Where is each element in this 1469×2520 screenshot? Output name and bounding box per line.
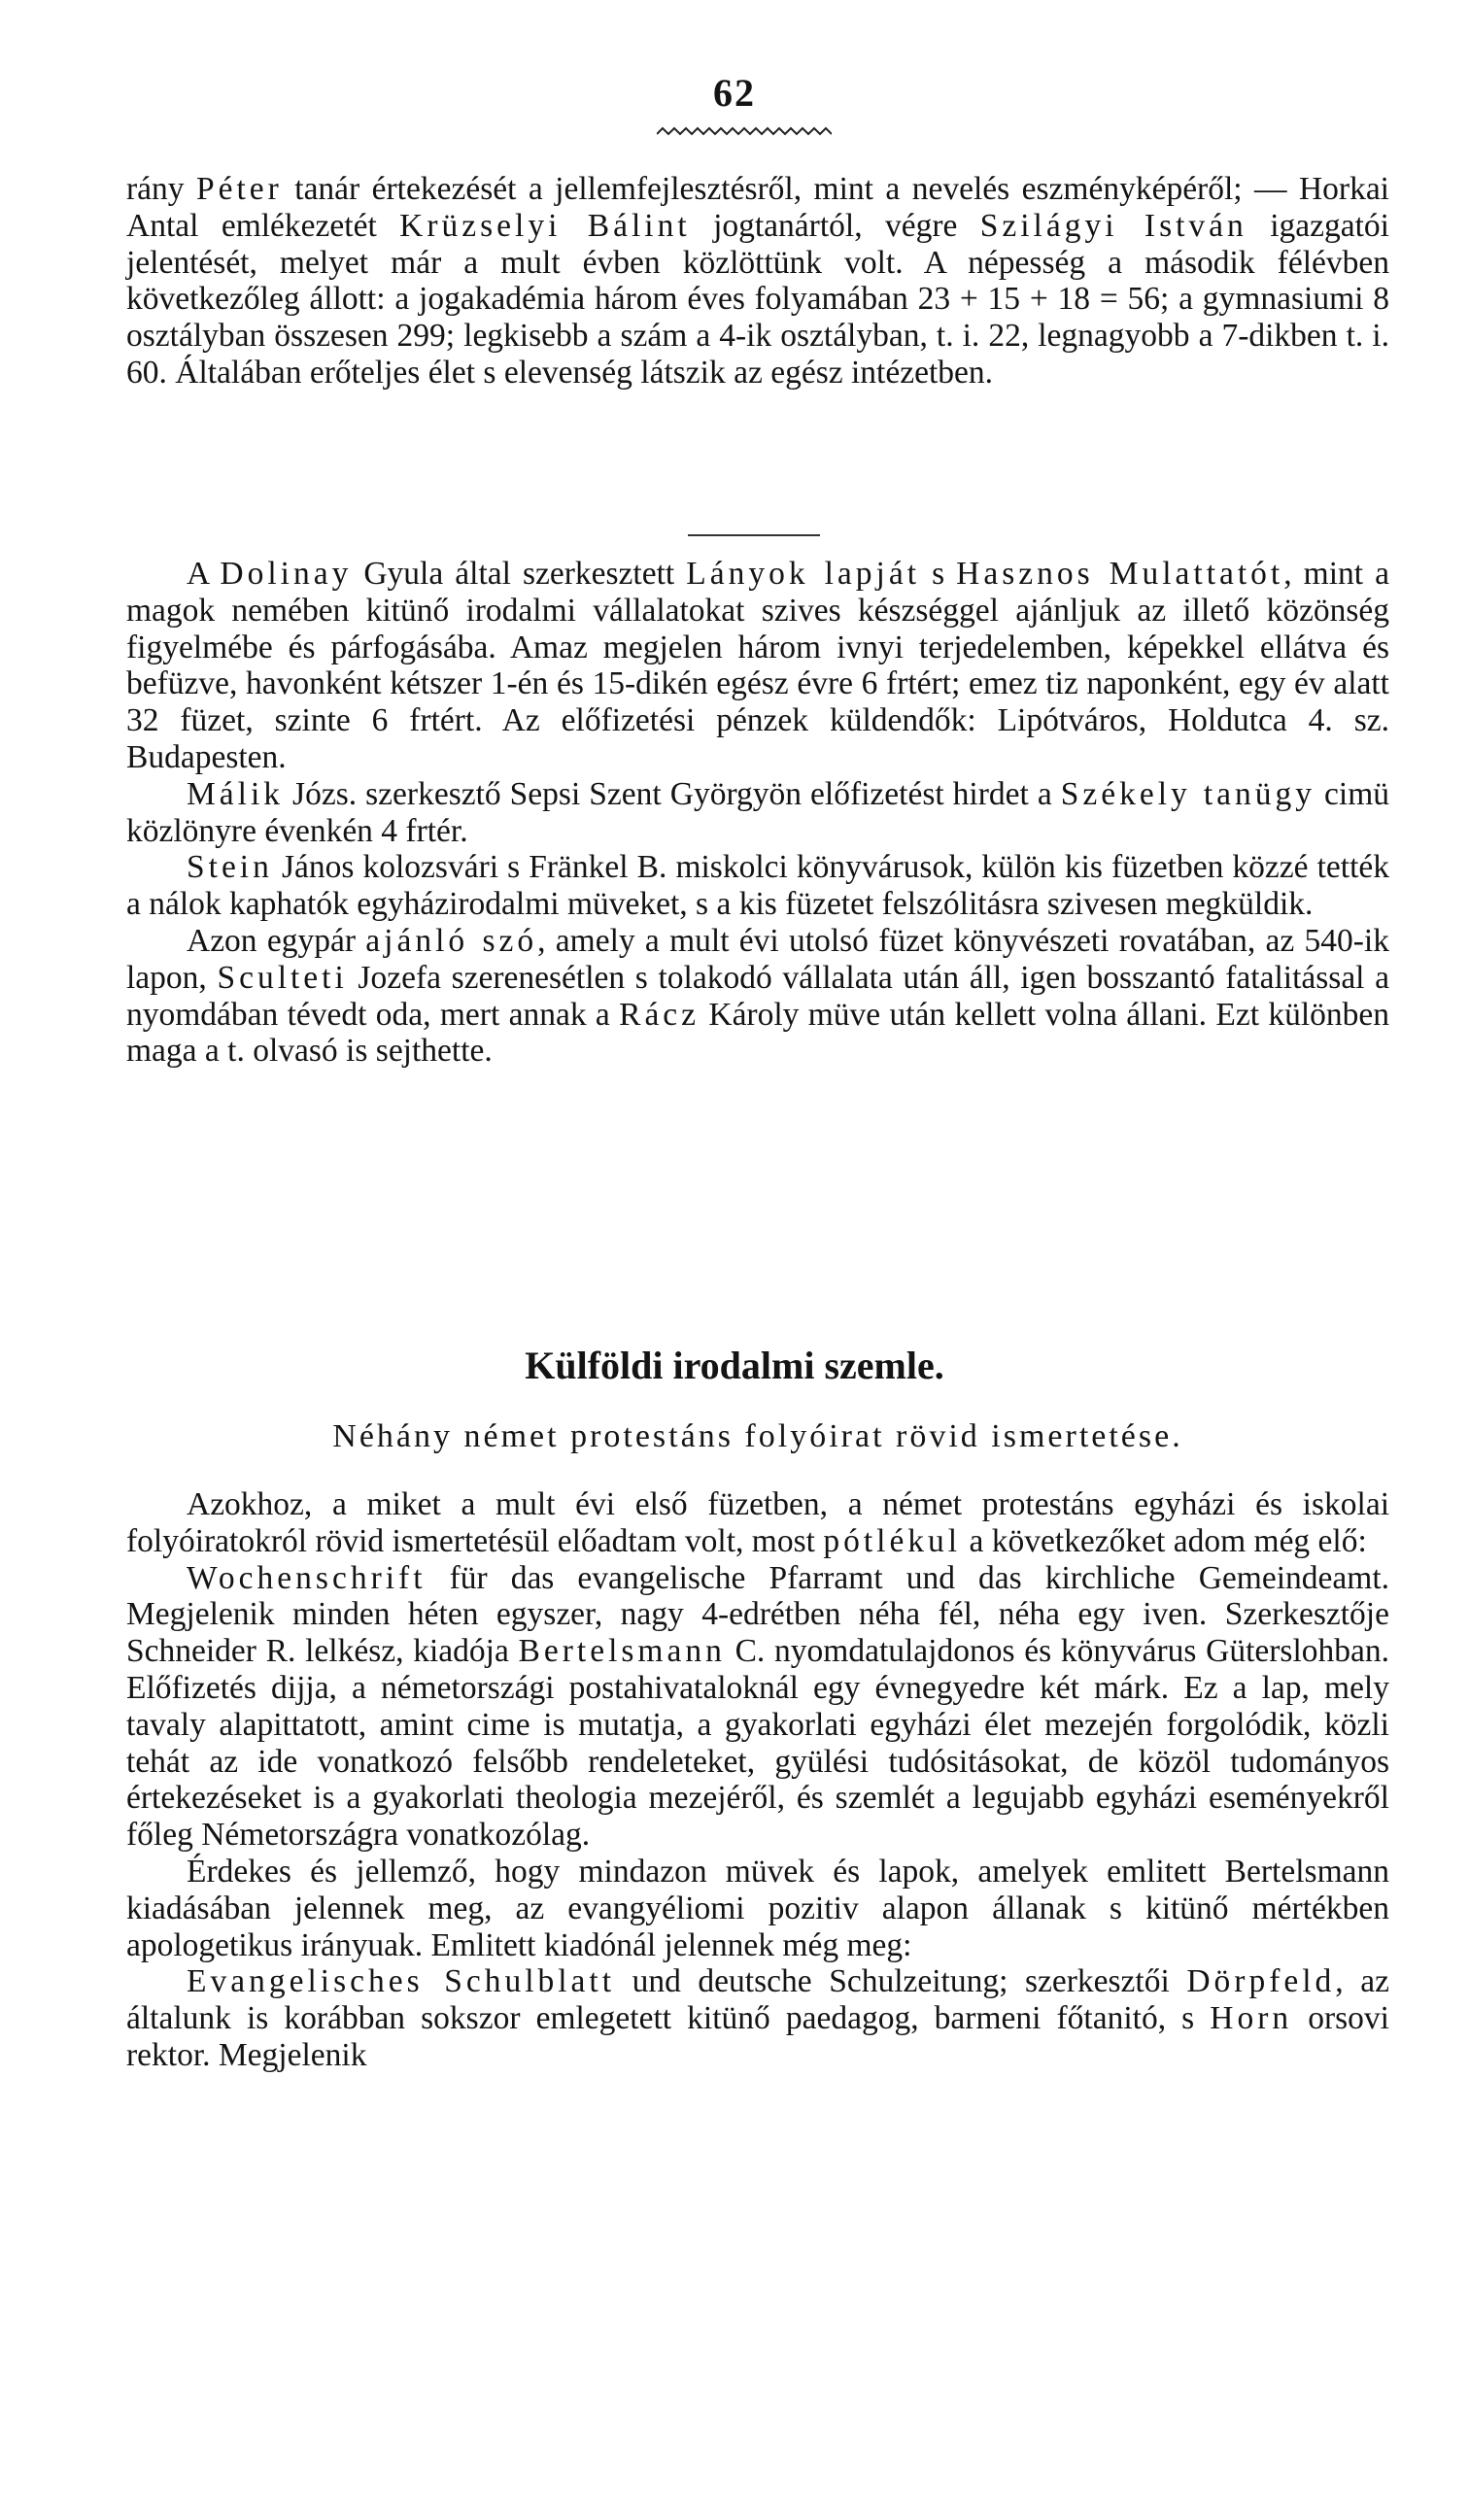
ornament-icon — [657, 124, 832, 138]
paragraph-8: Érdekes és jellemző, hogy mindazon müvek és lapok, amelyek emlitett Bertelsmann kiadásában jelennek meg, az evangyéliomi pozitiv alapon állanak s kitünő mértékben apologetikus irányuak. Emlitett kiadónál jelennek még meg: — [126, 1853, 1389, 1963]
paragraph-6: Azokhoz, a miket a mult évi első füzetben, a német protestáns egyházi és iskolai folyóiratokról rövid ismertetésül előadtam volt, most pótlékul a következőket adom még elő: — [126, 1486, 1389, 1559]
page-number: 62 — [713, 71, 756, 115]
text-block-top — [126, 171, 1389, 392]
paragraph-4: Stein János kolozsvári s Fränkel B. miskolci könyvárusok, külön kis füzetben közzé tették a nálok kaphatók egyházirodalmi müveket, s a kis füzetet felszólitásra szivesen megküldik. — [126, 849, 1389, 923]
paragraph-2: A Dolinay Gyula által szerkesztett Lányok lapját s Hasznos Mulattatót, mint a magok nemében kitünő irodalmi vállalatokat szives készséggel ajánljuk az illető közönség figyelmébe és párfogásába. Amaz megjelen három ivnyi terjedelemben, képekkel ellátva és befüzve, havonként kétszer 1-én és 15-dikén egész évre 6 frtért; emez tiz naponként, egy év alatt 32 füzet, szinte 6 frtért. Az előfizetési pénzek küldendők: Lipótváros, Holdutca 4. sz. Budapesten. — [126, 556, 1389, 775]
separator-rule — [688, 534, 820, 536]
paragraph-3: Málik Józs. szerkesztő Sepsi Szent Györgyön előfizetést hirdet a Székely tanügy cimü közlönyre évenkén 4 frtér. — [126, 775, 1390, 849]
paragraph-5: Azon egypár ajánló szó, amely a mult évi utolsó füzet könyvészeti rovatában, az 540-ik lapon, Sculteti Jozefa szerenesétlen s tolakodó vállalata után áll, igen bosszantó fatalitással a nyomdában tévedt oda, mert annak a Rácz Károly müve után kellett volna állani. Ezt különben maga a t. olvasó is sejthette. — [126, 922, 1390, 1070]
paragraph-7: Wochenschrift für das evangelische Pfarramt und das kirchliche Gemeindeamt. Megjelenik minden héten egyszer, nagy 4-edrétben néha fél, néha egy iven. Szerkesztője Schneider R. lelkész, kiadója Bertelsmann C. nyomdatulajdonos és könyvárus Güterslohban. Előfizetés dijja, a németországi postahivataloknál egy évnegyedre két márk. Ez a lap, mely tavaly alapittatott, amint cime is mutatja, a gyakorlati egyházi élet mezején forgolódik, közli tehát az ide vonatkozó felsőbb rendeleteket, gyülési tudósitásokat, de közöl tudományos értekezéseket is a gyakorlati theologia mezejéről, és szemlét a legujabb egyházi eseményekről főleg Németországra vonatkozólag. — [126, 1559, 1389, 1854]
paragraph-9: Evangelisches Schulblatt und deutsche Schulzeitung; szerkesztői Dörpfeld, az általunk is korábban sokszor emlegetett kitünő paedagog, barmeni főtanitó, s Horn orsovi rektor. Megjelenik — [126, 1963, 1389, 2073]
paragraph-1: rány Péter tanár értekezését a jellemfejlesztésről, mint a nevelés eszményképéről; — Horkai Antal emlékezetét Krüzselyi Bálint jogtanártól, végre Szilágyi István igazgatói jelentését, melyet már a mult évben közlöttünk volt. A népesség a második félévben következőleg állott: a jogakadémia három éves folyamában 23 + 15 + 18 = 56; a gymnasiumi 8 osztályban összesen 299; legkisebb a szám a 4-ik osztályban, t. i. 22, legnagyobb a 7-dikben t. i. 60. Általában erőteljes élet s elevenség látszik az egész intézetben. — [126, 171, 1389, 391]
text-block-notices — [126, 556, 1389, 1070]
text-block-review — [126, 1486, 1389, 2074]
section-title: Külföldi irodalmi szemle. — [525, 1344, 944, 1387]
section-subtitle: Néhány német protestáns folyóirat rövid ismertetése. — [332, 1418, 1183, 1454]
